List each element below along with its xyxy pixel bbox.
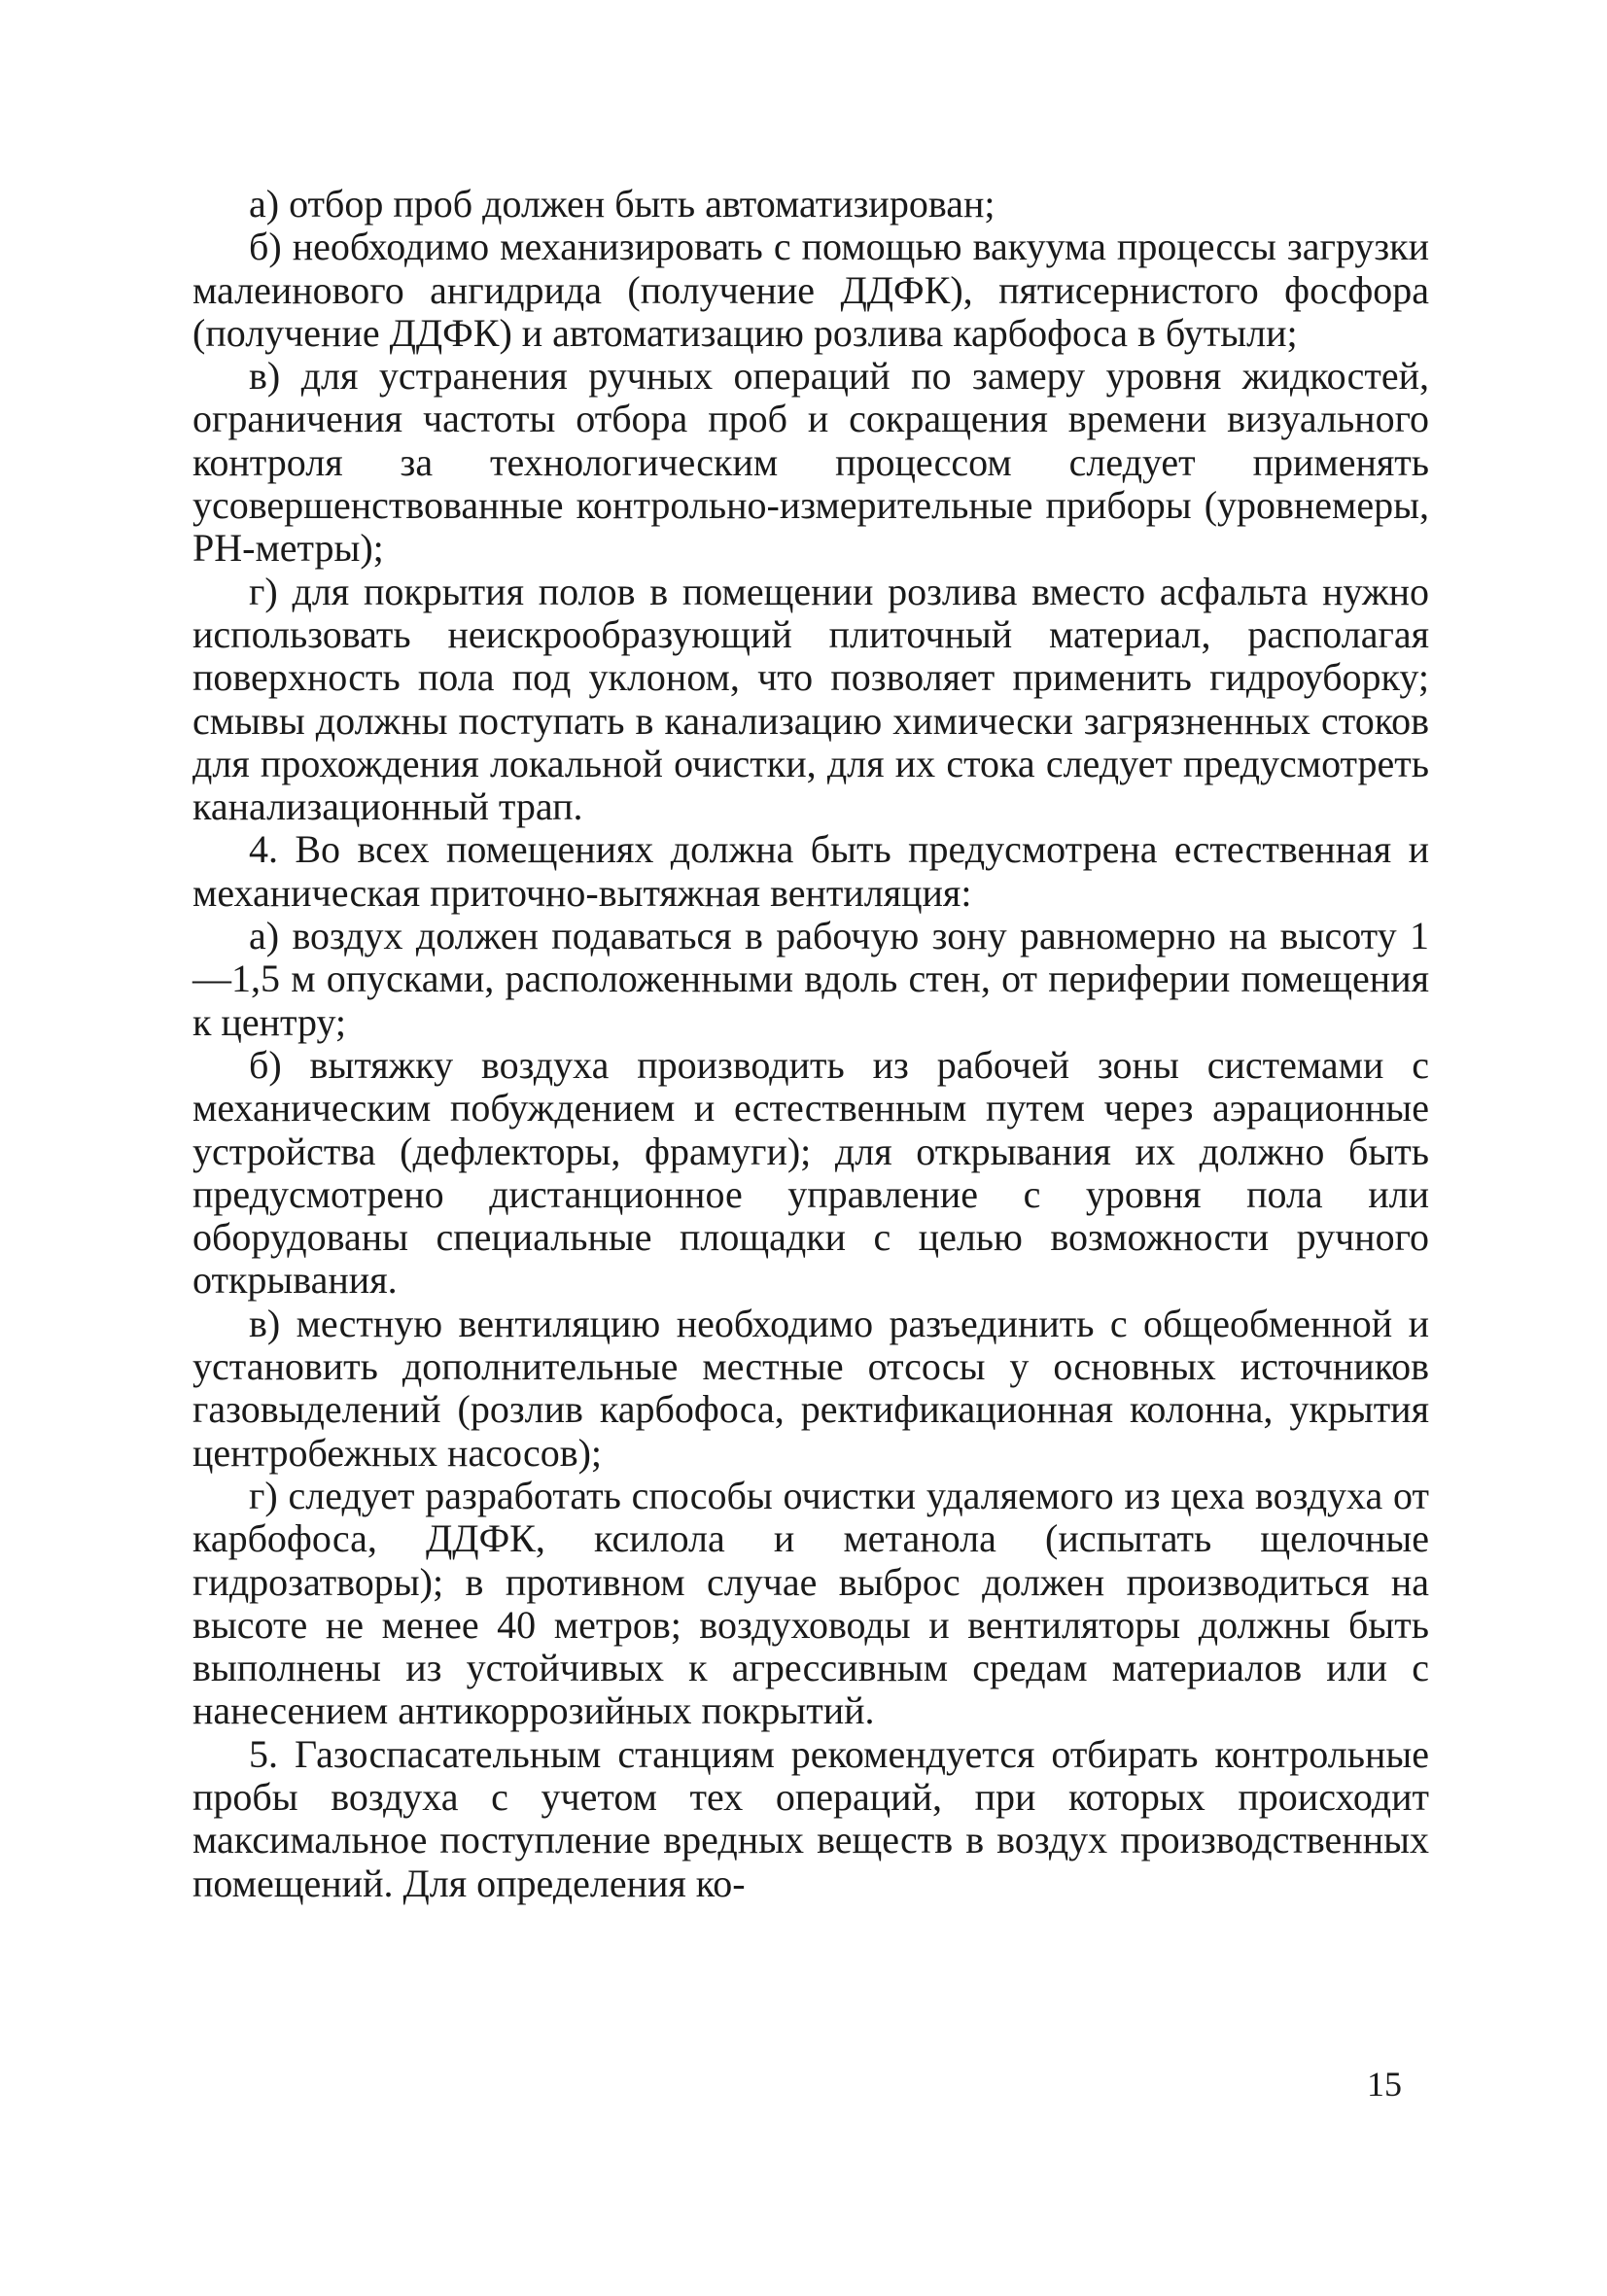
page-number: 15 [1367,2065,1402,2104]
paragraph-b-exhaust: б) вытяжку воздуха производить из рабочей зоны системами с механическим побуждением и естественным путем через аэрационные устройства (дефлекторы, фрамуги); для открывания их должно быть предусмотрено дистанционное управление с уровня пола или оборудованы специальные площадки с целью возможности ручного открывания. [192,1042,1429,1303]
paragraph-4-ventilation: 4. Во всех помещениях должна быть предусмотрена естественная и механическая приточно-вытяжная вентиляция: [192,827,1429,915]
paragraph-v-local-ventilation: в) местную вентиляцию необходимо разъединить с общеобменной и установить дополнительные местные отсосы у основных источников газовыделений (розлив карбофоса, ректификационная колонна, укрытия центробежных насосов); [192,1301,1429,1475]
paragraph-g-air-cleaning: г) следует разработать способы очистки удаляемого из цеха воздуха от карбофоса, ДДФК, ксилола и метанола (испытать щелочные гидрозатворы); в противном случае выброс должен производиться на высоте не менее 40 метров; воздуховоды и вентиляторы должны быть выполнены из устойчивых к агрессивным средам материалов или с нанесением антикоррозийных покрытий. [192,1473,1429,1733]
body-text [192,183,1429,1905]
paragraph-5-gas-rescue: 5. Газоспасательным станциям рекомендуется отбирать контрольные пробы воздуха с учетом тех операций, при которых происходит максимальное поступление вредных веществ в воздух производственных помещений. Для определения ко- [192,1731,1429,1905]
paragraph-b-mechanize: б) необходимо механизировать с помощью вакуума процессы загрузки малеинового ангидрида (получение ДДФК), пятисернистого фосфора (получение ДДФК) и автоматизацию розлива карбофоса в бутыли; [192,225,1429,355]
paragraph-a-air-supply: а) воздух должен подаваться в рабочую зону равномерно на высоту 1—1,5 м опусками, расположенными вдоль стен, от периферии помещения к центру; [192,914,1429,1044]
paragraph-a-sampling: а) отбор проб должен быть автоматизирован; [249,182,996,226]
paragraph-g-floors: г) для покрытия полов в помещении розлива вместо асфальта нужно использовать неискрообразующий плиточный материал, располагая поверхность пола под уклоном, что позволяет применить гидроуборку; смывы должны поступать в канализацию химически загрязненных стоков для прохождения локальной очистки, для их стока следует предусмотреть канализационный трап. [192,569,1429,829]
paragraph-v-instruments: в) для устранения ручных операций по замеру уровня жидкостей, ограничения частоты отбора проб и сокращения времени визуального контроля за технологическим процессом следует применять усовершенствованные контрольно-измерительные приборы (уровнемеры, РН-метры); [192,354,1429,571]
